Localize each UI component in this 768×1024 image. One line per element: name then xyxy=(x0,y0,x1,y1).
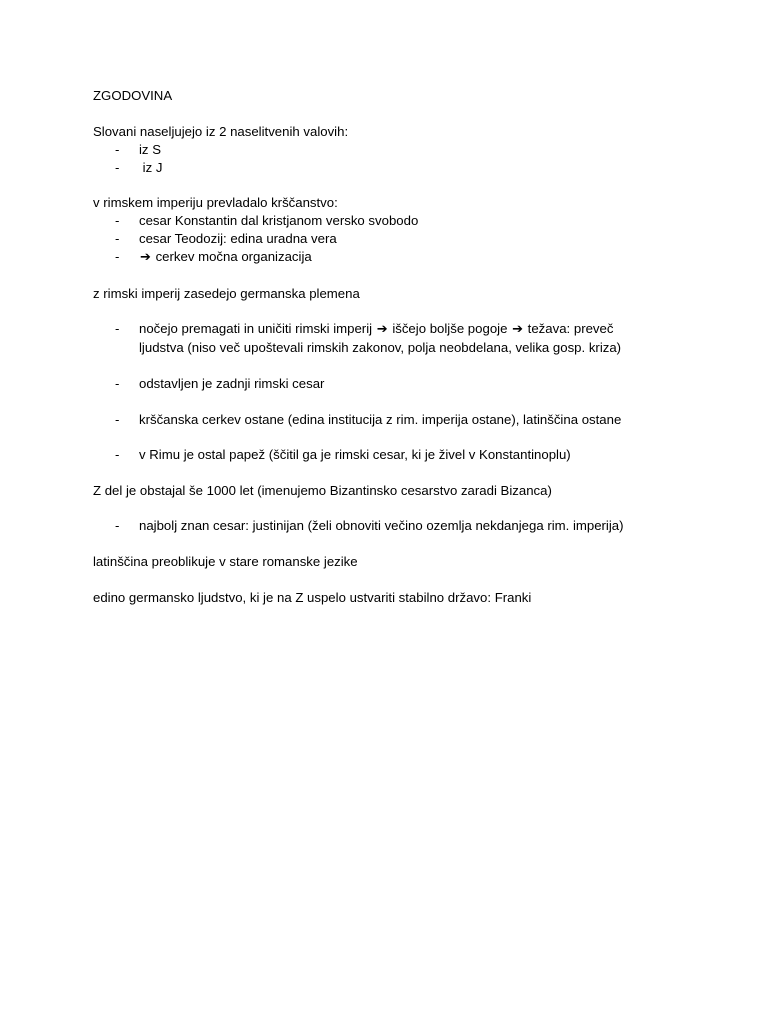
list-item-text: najbolj znan cesar: justinijan (želi obnoviti večino ozemlja nekdanjega rim. imperija) xyxy=(139,518,624,534)
bullet-dash: - xyxy=(115,447,120,463)
document-body xyxy=(93,87,693,624)
section-heading-bizanc: Z del je obstajal še 1000 let (imenujemo Bizantinsko cesarstvo zaradi Bizanca) xyxy=(93,482,552,498)
bullet-dash: - xyxy=(115,159,120,175)
paragraph-latinscina: latinščina preoblikuje v stare romanske jezike xyxy=(93,553,358,569)
bullet-dash: - xyxy=(115,141,120,157)
list-krscanstvo xyxy=(93,212,693,267)
list-item xyxy=(93,446,693,464)
list-item xyxy=(93,320,693,357)
list-item xyxy=(93,159,693,177)
list-item xyxy=(93,248,693,267)
list-item-text-with-arrows xyxy=(139,320,693,357)
list-item xyxy=(93,212,693,230)
bullet-dash: - xyxy=(115,213,120,229)
list-item-text: v Rimu je ostal papež (ščitil ga je rimski cesar, ki je živel v Konstantinoplu) xyxy=(139,447,571,463)
list-item-text: krščanska cerkev ostane (edina institucija z rim. imperija ostane), latinščina ostane xyxy=(139,411,622,427)
list-item-text: cerkev močna organizacija xyxy=(155,249,312,265)
list-item xyxy=(93,230,693,248)
list-item xyxy=(93,141,693,159)
bullet-dash: - xyxy=(115,231,120,247)
list-item-text: iz S xyxy=(139,141,161,157)
list-bizanc xyxy=(93,517,693,535)
list-germani xyxy=(93,320,693,464)
document-title: ZGODOVINA xyxy=(93,88,173,103)
list-item xyxy=(93,375,693,393)
list-item-text: cesar Teodozij: edina uradna vera xyxy=(139,231,337,247)
paragraph-franki: edino germansko ljudstvo, ki je na Z uspelo ustvariti stabilno državo: Franki xyxy=(93,589,532,605)
list-item-text: odstavljen je zadnji rimski cesar xyxy=(139,375,325,391)
right-arrow-icon: ➔ xyxy=(512,322,523,338)
section-heading-slovani: Slovani naseljujejo iz 2 naselitvenih valovih: xyxy=(93,123,349,139)
list-item-text: ljudstva (niso več upoštevali rimskih zakonov, polja neobdelana, velika gosp. kriza) xyxy=(139,340,622,356)
list-slovani xyxy=(93,141,693,177)
list-item-text: iščejo boljše pogoje xyxy=(392,321,508,337)
section-heading-krscanstvo: v rimskem imperiju prevladalo krščanstvo: xyxy=(93,195,338,211)
list-item-text: težava: preveč xyxy=(527,321,614,337)
section-heading-germani: z rimski imperij zasedejo germanska plemena xyxy=(93,285,360,301)
list-item-text: iz J xyxy=(139,159,163,175)
list-item-text: nočejo premagati in uničiti rimski imperij xyxy=(139,321,373,337)
bullet-dash: - xyxy=(115,518,120,534)
list-item-text-with-arrow xyxy=(139,248,693,267)
right-arrow-icon: ➔ xyxy=(140,250,151,266)
list-item-text: cesar Konstantin dal kristjanom versko svobodo xyxy=(139,213,419,229)
bullet-dash: - xyxy=(115,249,120,265)
bullet-dash: - xyxy=(115,321,120,337)
list-item xyxy=(93,411,693,429)
bullet-dash: - xyxy=(115,411,120,427)
bullet-dash: - xyxy=(115,375,120,391)
list-item xyxy=(93,517,693,535)
right-arrow-icon: ➔ xyxy=(376,322,388,338)
